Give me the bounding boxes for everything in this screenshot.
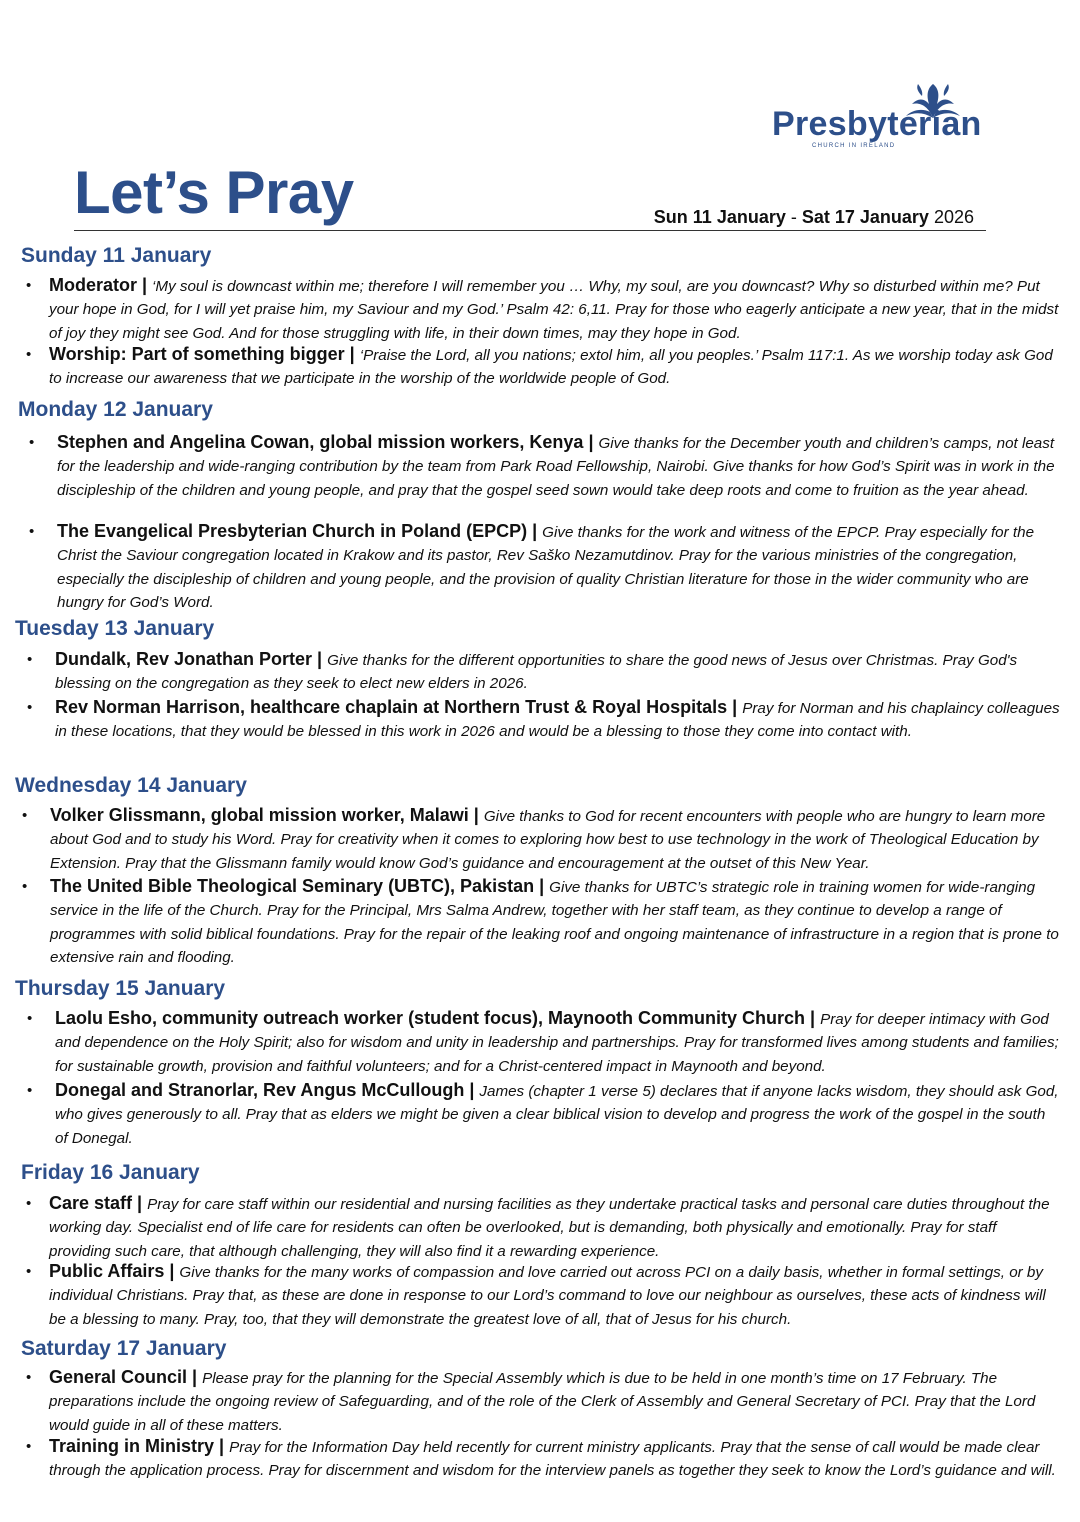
prayer-item	[26, 274, 1059, 345]
logo-subtitle: CHURCH IN IRELAND	[812, 143, 896, 149]
bullet-icon: •	[26, 1369, 32, 1386]
prayer-subject: Training in Ministry |	[49, 1436, 230, 1456]
prayer-text: Pray for Norman and his chaplaincy colleagues in these locations, that they would be blessed in this work in 2026 and would be a blessing to those they come into contact with.	[55, 700, 1060, 741]
page-title: Let’s Pray	[74, 159, 354, 226]
prayer-text: Give thanks for the different opportunities to share the good news of Jesus over Christmas. Pray God's blessing on the congregation as they seek to elect new elders in 2026.	[55, 652, 1018, 693]
bullet-icon: •	[27, 1082, 33, 1099]
date-range	[654, 206, 974, 228]
day-heading-wednesday: Wednesday 14 January	[15, 774, 247, 797]
prayer-text: Give thanks for UBTC’s strategic role in training women for wide-ranging service in the life of the Church. Pray for the Principal, Mrs Salma Andrew, together with her staff team, as they continue to develop a range of programmes with solid biblical foundations. Pray for the repair of the leaking roof and ongoing maintenance of infrastructure in a region that is prone to extensive rain and flooding.	[50, 879, 1059, 966]
bullet-icon: •	[22, 807, 28, 824]
prayer-subject: The Evangelical Presbyterian Church in Poland (EPCP) |	[57, 521, 543, 541]
bullet-icon: •	[27, 1010, 33, 1027]
prayer-item	[22, 875, 1060, 969]
bullet-icon: •	[26, 277, 32, 294]
bullet-icon: •	[26, 1263, 32, 1280]
prayer-text: Please pray for the planning for the Special Assembly which is due to be held in one month’s time on 17 February. The preparations include the ongoing review of Safeguarding, and of the role of the Clerk of Assembly and General Secretary of PCI. Pray that the Lord would guide in all of these matters.	[49, 1370, 1036, 1434]
prayer-subject: Worship: Part of something bigger |	[49, 344, 360, 364]
prayer-subject: Volker Glissmann, global mission worker, Malawi |	[50, 805, 484, 825]
bullet-icon: •	[22, 878, 28, 895]
bullet-icon: •	[27, 651, 33, 668]
day-heading-tuesday: Tuesday 13 January	[15, 617, 215, 640]
prayer-item	[27, 648, 1060, 696]
bullet-icon: •	[29, 434, 35, 451]
prayer-item	[26, 1435, 1063, 1483]
prayer-item	[26, 1192, 1061, 1263]
prayer-subject: Moderator |	[49, 275, 153, 295]
bullet-icon: •	[29, 523, 35, 540]
prayer-item	[27, 1007, 1060, 1078]
prayer-item	[29, 431, 1062, 502]
bullet-icon: •	[26, 346, 32, 363]
prayer-text: Pray for care staff within our residential and nursing facilities as they undertake practical tasks and personal care duties throughout the working day. Specialist end of life care for residents can often be overlooked, but is demanding, both physically and emotionally. Pray for staff providing such care, that although challenging, they will also find it a rewarding experience.	[49, 1196, 1050, 1260]
prayer-item	[26, 1260, 1061, 1331]
day-heading-friday: Friday 16 January	[21, 1161, 200, 1184]
prayer-text: Pray for deeper intimacy with God and dependence on the Holy Spirit; also for wisdom and unity in leadership and partnerships. Pray for transformed lives among students and families; for sustainable growth, provision and faithful volunteers; and for a Christ-centered impact in Maynooth and beyond.	[55, 1011, 1059, 1075]
prayer-subject: Dundalk, Rev Jonathan Porter |	[55, 649, 328, 669]
date-range-start: Sun 11 January	[653, 207, 786, 227]
prayer-item	[26, 1366, 1061, 1437]
prayer-text: ‘My soul is downcast within me; therefore I will remember you … Why, my soul, are you downcast? Why so disturbed within me? Put your hope in God, for I will yet praise him, my Saviour and my God.’ Psalm 42: 6,11. Pray for those who eagerly anticipate a new year, that in the midst of joy they might see God. And for those struggling with life, in their down times, may they hope in God.	[49, 278, 1059, 342]
prayer-item	[29, 520, 1062, 614]
day-heading-sunday: Sunday 11 January	[21, 244, 212, 267]
prayer-subject: The United Bible Theological Seminary (UBTC), Pakistan |	[50, 876, 550, 896]
date-range-end: Sat 17 January	[801, 207, 929, 227]
day-heading-thursday: Thursday 15 January	[15, 977, 226, 1000]
prayer-subject: General Council |	[49, 1367, 203, 1387]
prayer-text: James (chapter 1 verse 5) declares that if anyone lacks wisdom, they should ask God, who gives generously to all. Pray that as elders we might be given a clear biblical vision to develop and progress the work of the gospel in the south of Donegal.	[55, 1083, 1059, 1147]
prayer-text: Give thanks to God for recent encounters with people who are hungry to learn more about God and to study his Word. Pray for creativity when it comes to exploring how best to use technology in the work of Theological Education by Extension. Pray that the Glissmann family would know God’s guidance and encouragement at the outset of this New Year.	[50, 808, 1046, 872]
day-heading-monday: Monday 12 January	[18, 398, 213, 421]
prayer-subject: Laolu Esho, community outreach worker (student focus), Maynooth Community Church |	[55, 1008, 821, 1028]
date-range-separator: -	[785, 207, 802, 227]
header-divider	[74, 230, 986, 231]
prayer-item	[27, 696, 1060, 744]
prayer-item	[26, 343, 1059, 391]
prayer-subject: Donegal and Stranorlar, Rev Angus McCullough |	[55, 1080, 480, 1100]
logo-wordmark: Presbyterian	[772, 105, 982, 143]
bullet-icon: •	[26, 1438, 32, 1455]
prayer-item	[22, 804, 1060, 875]
prayer-item	[27, 1079, 1060, 1150]
prayer-subject: Stephen and Angelina Cowan, global mission workers, Kenya |	[57, 432, 599, 452]
date-range-year: 2026	[928, 207, 974, 227]
day-heading-saturday: Saturday 17 January	[21, 1337, 227, 1360]
bullet-icon: •	[26, 1195, 32, 1212]
prayer-text: Give thanks for the work and witness of the EPCP. Pray especially for the Christ the Saviour congregation located in Krakow and its pastor, Rev Saško Nezamutdinov. Pray for the various ministries of the congregation, especially the discipleship of children and young people, and the provision of quality Christian literature for those in the wider community who are hungry for God’s Word.	[57, 524, 1035, 611]
prayer-text: Give thanks for the December youth and children’s camps, not least for the leadership and wide-ranging contribution by the team from Park Road Fellowship, Nairobi. Give thanks for how God’s Spirit was in work in the discipleship of the children and young people, and pray that the gospel seed sown would take deep roots and come to fruition as the year ahead.	[57, 435, 1055, 499]
prayer-subject: Care staff |	[49, 1193, 148, 1213]
prayer-subject: Rev Norman Harrison, healthcare chaplain at Northern Trust & Royal Hospitals |	[55, 697, 743, 717]
bullet-icon: •	[27, 699, 33, 716]
prayer-subject: Public Affairs |	[49, 1261, 180, 1281]
prayer-text: ‘Praise the Lord, all you nations; extol him, all you peoples.’ Psalm 117:1. As we worship today ask God to increase our awareness that we participate in the worship of the worldwide people of God.	[49, 347, 1053, 388]
prayer-text: Give thanks for the many works of compassion and love carried out across PCI on a daily basis, whether in formal settings, or by individual Christians. Pray that, as these are done in response to our Lord’s command to love our neighbour as ourselves, these acts of kindness will be a blessing to many. Pray, too, that they will demonstrate the greatest love of all, that of Jesus for his church.	[49, 1264, 1046, 1328]
prayer-text: Pray for the Information Day held recently for current ministry applicants. Pray that the sense of call would be made clear through the application process. Pray for discernment and wisdom for the interview panels as together they seek to know the Lord’s guidance and will.	[49, 1439, 1056, 1480]
presbyterian-logo	[772, 84, 982, 156]
